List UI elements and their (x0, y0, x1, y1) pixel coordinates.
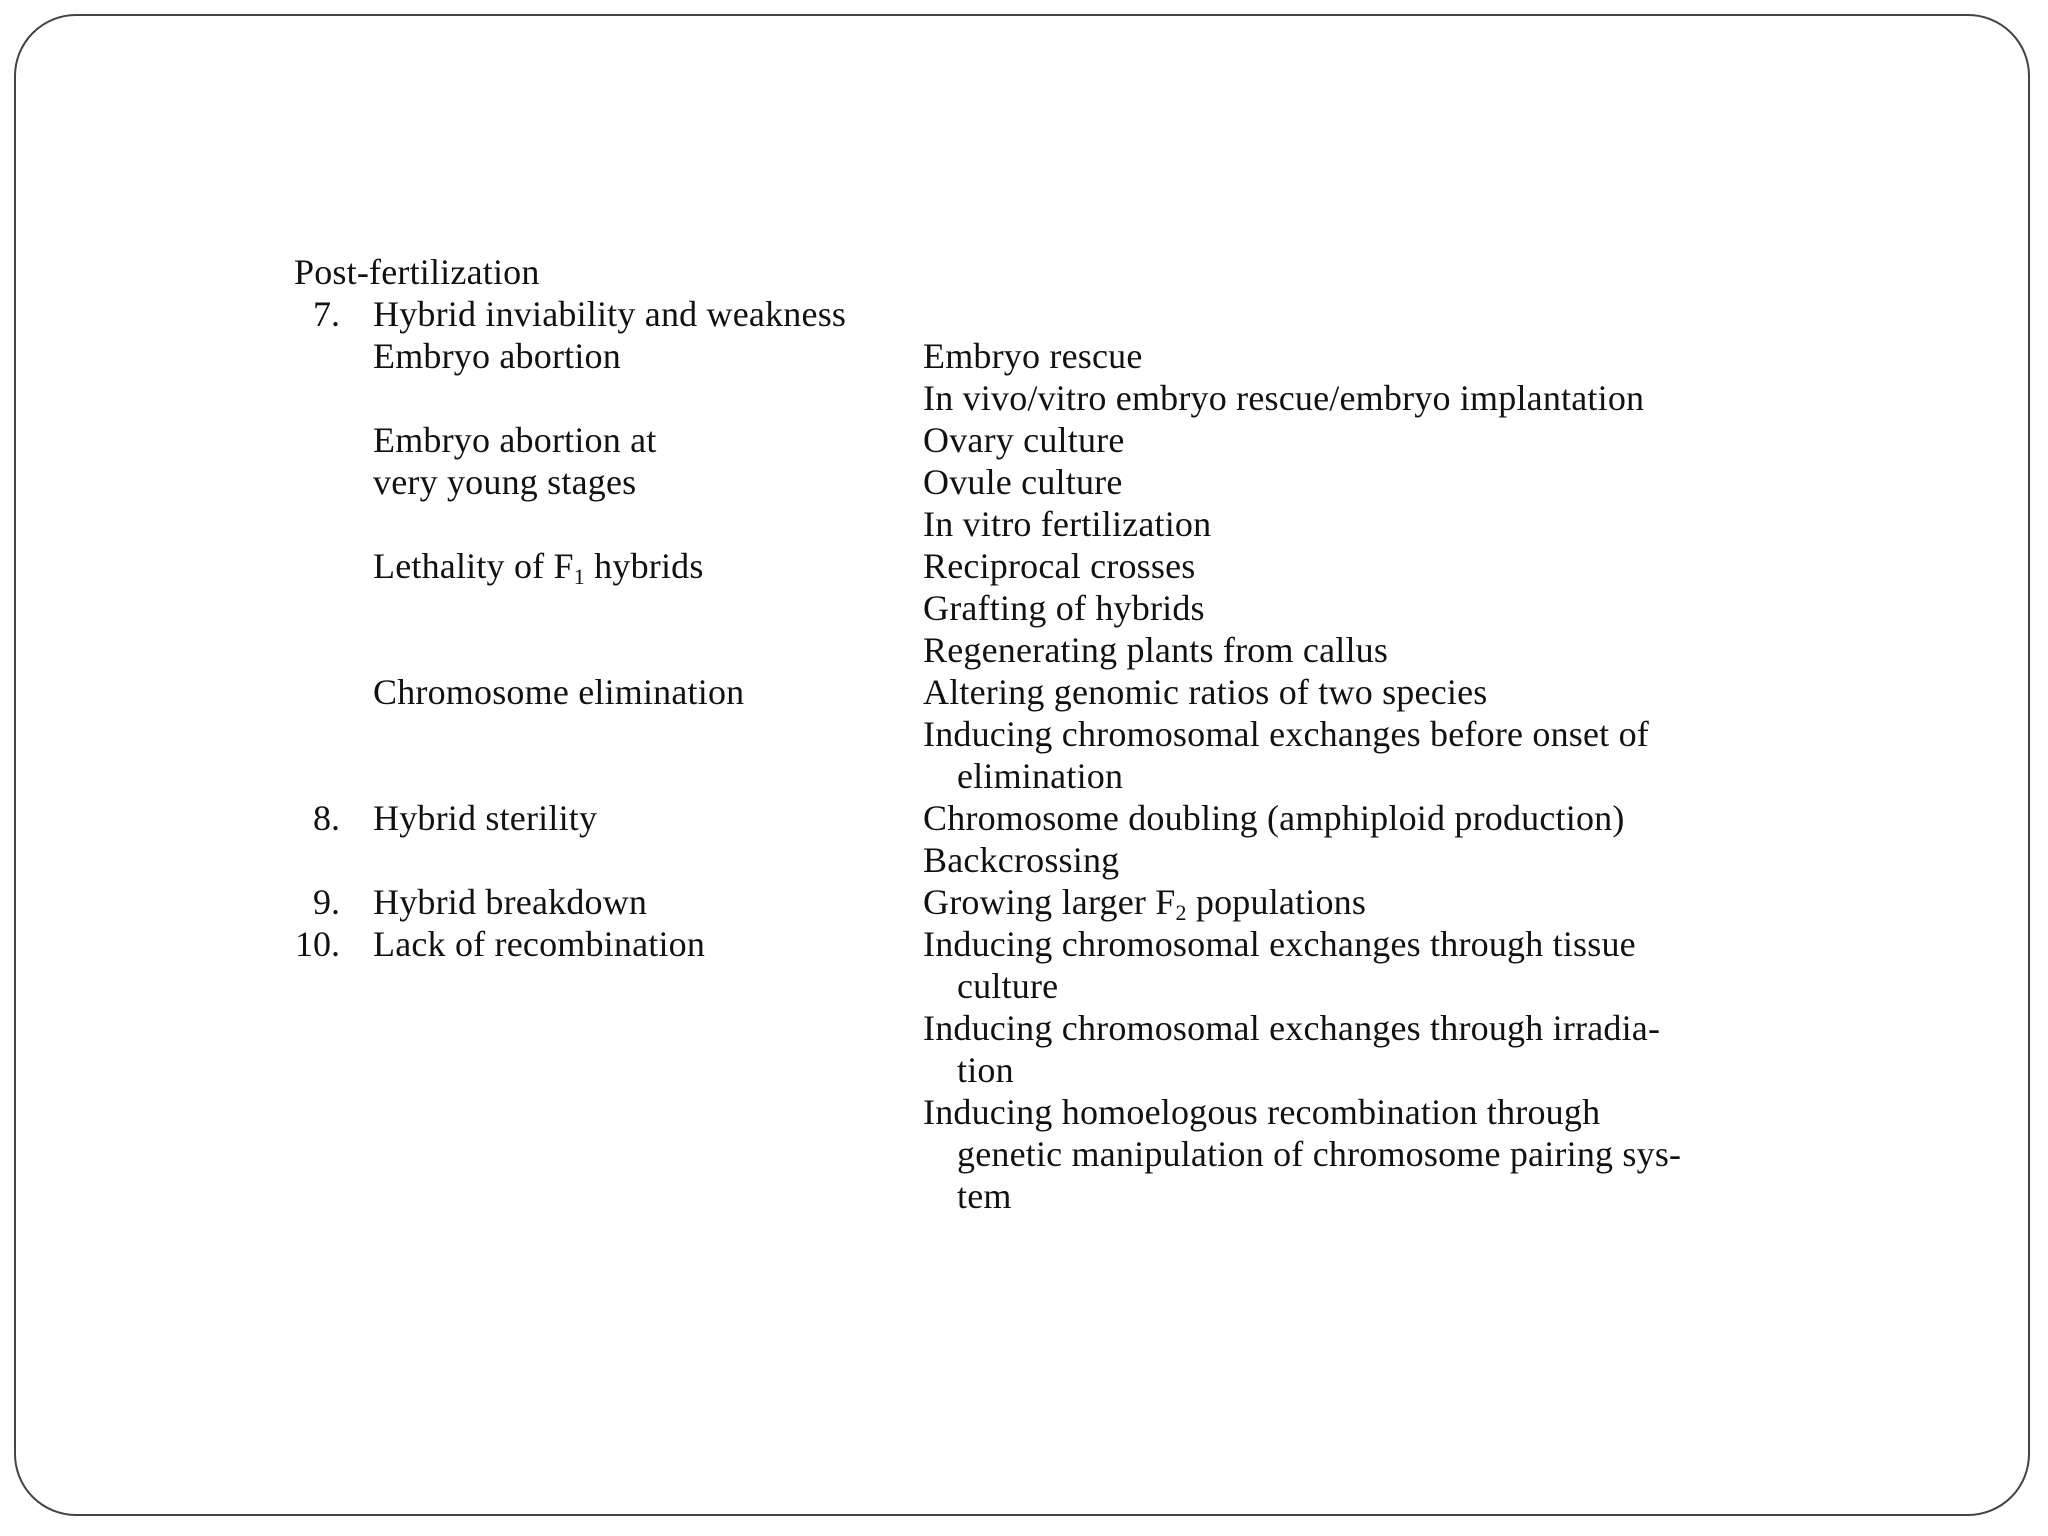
lethality-prefix: Lethality of F (373, 546, 574, 586)
barrier-lack-of-recombination: Lack of recombination (373, 924, 706, 964)
barrier-embryo-abortion: Embryo abortion (373, 336, 621, 376)
f2-suffix: populations (1186, 882, 1367, 922)
remedy-ovule-culture: Ovule culture (923, 462, 1123, 502)
remedy-regenerating-plants: Regenerating plants from callus (923, 630, 1389, 670)
item-number-7: 7. (313, 294, 340, 334)
remedy-embryo-implantation: In vivo/vitro embryo rescue/embryo implantation (923, 378, 1645, 418)
section-heading: Post-fertilization (294, 252, 540, 292)
remedy-chromosomal-exchanges-onset-line2: elimination (957, 756, 1124, 796)
remedy-larger-f2-populations (923, 881, 1366, 923)
barrier-embryo-abortion-young-line1: Embryo abortion at (373, 420, 657, 460)
f2-prefix: Growing larger F (923, 882, 1176, 922)
barrier-lethality-f1 (373, 545, 704, 587)
barrier-hybrid-inviability: Hybrid inviability and weakness (373, 294, 847, 334)
lethality-subscript: 1 (573, 564, 585, 589)
item-number-8: 8. (313, 798, 340, 838)
remedy-chromosome-doubling: Chromosome doubling (amphiploid production) (923, 798, 1625, 838)
remedy-altering-genomic-ratios: Altering genomic ratios of two species (923, 672, 1488, 712)
remedy-homoelogous-line1: Inducing homoelogous recombination through (923, 1092, 1601, 1132)
remedy-embryo-rescue: Embryo rescue (923, 336, 1143, 376)
barrier-hybrid-breakdown: Hybrid breakdown (373, 882, 648, 922)
remedy-irradiation-line1: Inducing chromosomal exchanges through irradia- (923, 1008, 1661, 1048)
remedy-chromosomal-exchanges-onset-line1: Inducing chromosomal exchanges before onset of (923, 714, 1649, 754)
barrier-chromosome-elimination: Chromosome elimination (373, 672, 745, 712)
item-number-9: 9. (313, 882, 340, 922)
remedy-in-vitro-fertilization: In vitro fertilization (923, 504, 1212, 544)
remedy-reciprocal-crosses: Reciprocal crosses (923, 546, 1196, 586)
item-number-10: 10. (295, 924, 340, 964)
remedy-homoelogous-line2: genetic manipulation of chromosome pairing sys- (957, 1134, 1682, 1174)
f2-subscript: 2 (1175, 900, 1187, 925)
remedy-homoelogous-line3: tem (957, 1176, 1012, 1216)
lethality-suffix: hybrids (584, 546, 704, 586)
remedy-ovary-culture: Ovary culture (923, 420, 1125, 460)
remedy-grafting-hybrids: Grafting of hybrids (923, 588, 1205, 628)
remedy-backcrossing: Backcrossing (923, 840, 1120, 880)
remedy-tissue-culture-line2: culture (957, 966, 1059, 1006)
remedy-tissue-culture-line1: Inducing chromosomal exchanges through tissue (923, 924, 1636, 964)
barrier-hybrid-sterility: Hybrid sterility (373, 798, 598, 838)
barrier-embryo-abortion-young-line2: very young stages (373, 462, 637, 502)
remedy-irradiation-line2: tion (957, 1050, 1014, 1090)
